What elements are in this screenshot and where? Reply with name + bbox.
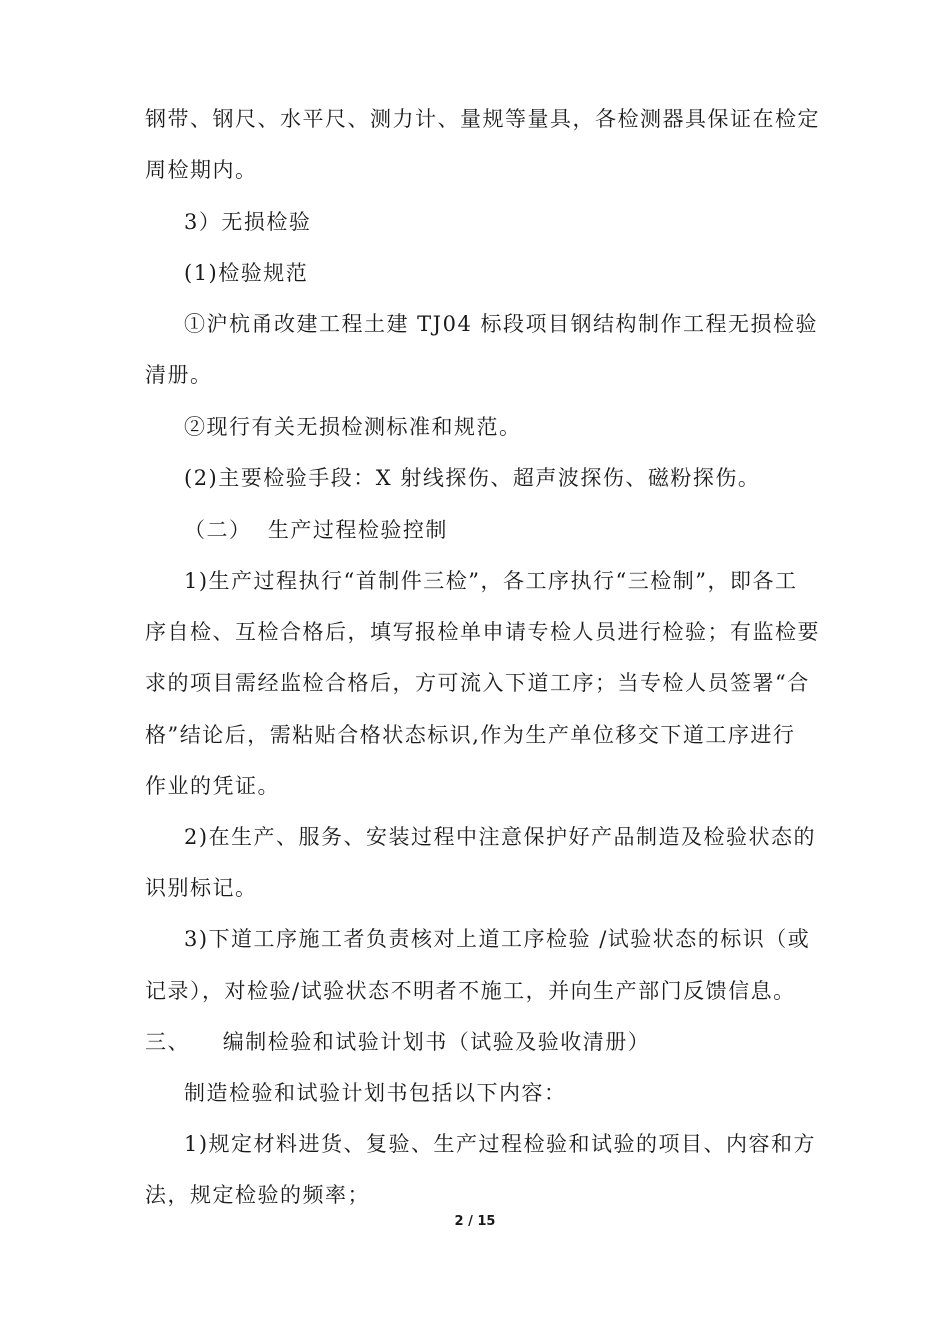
paragraph-line: (2)主要检验手段：X 射线探伤、超声波探伤、磁粉探伤。 [184,466,761,490]
paragraph-line: ①沪杭甬改建工程土建 TJ04 标段项目钢结构制作工程无损检验 [184,312,818,336]
section-heading: 三、 编制检验和试验计划书（试验及验收清册） [145,1030,651,1054]
paragraph-line: 格”结论后，需粘贴合格状态标识,作为生产单位移交下道工序进行 [145,723,796,747]
paragraph-line: 求的项目需经监检合格后，方可流入下道工序；当专检人员签署“合 [145,671,810,695]
paragraph-line: 作业的凭证。 [145,774,280,798]
paragraph-line: 2)在生产、服务、安装过程中注意保护好产品制造及检验状态的 [184,825,817,849]
paragraph-line: 清册。 [145,363,213,387]
paragraph-line: 制造检验和试验计划书包括以下内容： [184,1081,567,1105]
paragraph-line: 1)生产过程执行“首制件三检”，各工序执行“三检制”，即各工 [184,569,798,593]
section-heading: （二） 生产过程检验控制 [184,518,448,542]
paragraph-line: 钢带、钢尺、水平尺、测力计、量规等量具，各检测器具保证在检定 [145,107,820,131]
paragraph-line: 3)下道工序施工者负责核对上道工序检验 /试验状态的标识（或 [184,927,811,951]
paragraph-line: 记录），对检验/试验状态不明者不施工，并向生产部门反馈信息。 [145,979,796,1003]
section-heading: 3）无损检验 [184,210,312,234]
paragraph-line: 周检期内。 [145,158,258,182]
page-number: 2 / 15 [454,1214,496,1229]
paragraph-line: 法，规定检验的频率； [145,1183,370,1207]
paragraph-line: ②现行有关无损检测标准和规范。 [184,415,522,439]
subsection-heading: (1)检验规范 [184,261,309,285]
paragraph-line: 识别标记。 [145,876,258,900]
paragraph-line: 1)规定材料进货、复验、生产过程检验和试验的项目、内容和方 [184,1132,817,1156]
paragraph-line: 序自检、互检合格后，填写报检单申请专检人员进行检验；有监检要 [145,620,820,644]
